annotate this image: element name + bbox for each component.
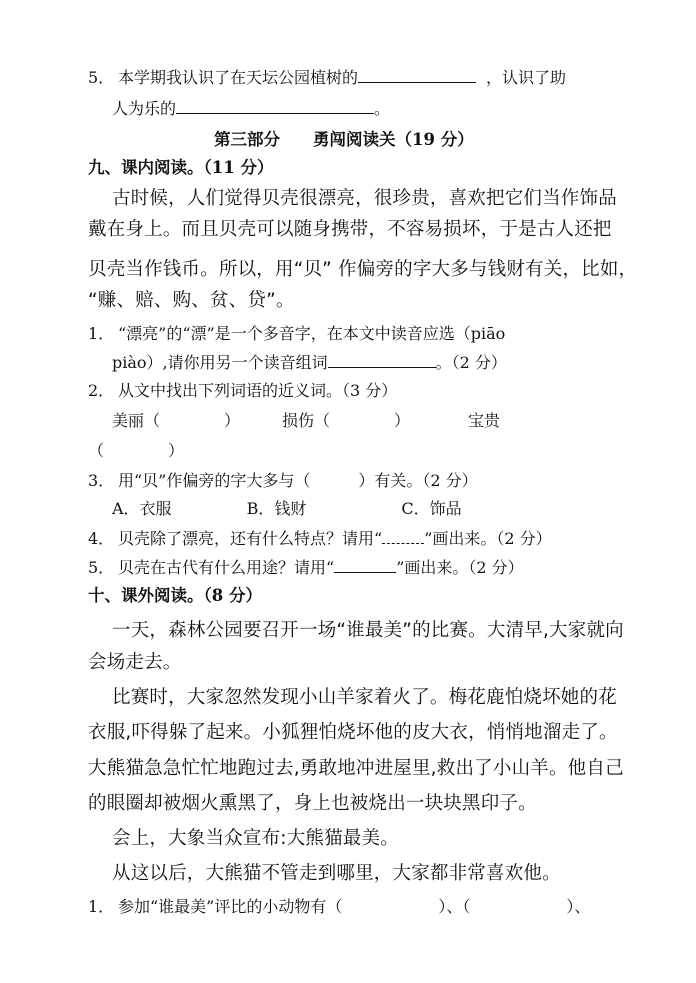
passage-line: 会场走去。 xyxy=(88,652,182,673)
passage-line: “赚、赔、购、贫、贷”。 xyxy=(88,290,295,311)
question-text: ”画出来。（2 分） xyxy=(424,529,552,548)
question-number: 3． xyxy=(88,471,115,490)
question-3-line-1 xyxy=(88,470,478,492)
question-text: 从文中找出下列词语的近义词。（3 分） xyxy=(118,381,398,400)
section-10-heading: 十、课外阅读。（8 分） xyxy=(88,586,262,605)
wavy-line-sample xyxy=(382,527,424,544)
question-number: 1． xyxy=(88,897,115,916)
passage-line: 大熊猫急急忙忙地跑过去,勇敢地冲进屋里,救出了小山羊。他自己 xyxy=(88,758,624,779)
question-number: 5． xyxy=(88,68,115,87)
question-text: “漂亮”的“漂”是一个多音字，在本文中读音应选（piāo xyxy=(118,324,506,343)
answer-blank[interactable] xyxy=(176,97,374,114)
question-number: 4． xyxy=(88,529,115,548)
passage-line: 古时候，人们觉得贝壳很漂亮，很珍贵，喜欢把它们当作饰品 xyxy=(112,188,617,209)
answer-blank[interactable] xyxy=(328,351,436,368)
question-5-line xyxy=(88,556,524,579)
question-text: piào）,请你用另一个读音组词 xyxy=(112,353,328,372)
passage-line: 的眼圈却被烟火熏黑了，身上也被烧出一块块黑印子。 xyxy=(88,793,537,814)
passage-line: 戴在身上。而且贝壳可以随身携带，不容易损坏，于是古人还把 xyxy=(88,219,612,240)
question-1-line xyxy=(88,896,590,918)
question-text: ”画出来。（2 分） xyxy=(396,558,524,577)
question-text: 用“贝”作偏旁的字大多与（ ）有关。（2 分） xyxy=(118,471,478,490)
question-5-line-2 xyxy=(112,97,390,120)
question-text: 贝壳在古代有什么用途？请用“ xyxy=(118,558,335,577)
question-2-line-1 xyxy=(88,380,397,402)
question-1-line-2 xyxy=(112,351,507,374)
question-2-line-2 xyxy=(112,410,500,432)
question-2-line-3[interactable]: （ ） xyxy=(88,441,185,460)
section-9-heading: 九、课内阅读。（11 分） xyxy=(88,158,274,177)
straight-line-sample xyxy=(334,556,396,573)
question-text: 参加“谁最美”评比的小动物有（ xyxy=(118,897,343,916)
synonym-item: 宝贵 xyxy=(468,411,501,430)
question-1-line-1 xyxy=(88,323,505,345)
synonym-item[interactable]: 美丽（ ） xyxy=(112,411,241,430)
passage-line: 贝壳当作钱币。所以，用“贝” 作偏旁的字大多与钱财有关，比如， xyxy=(88,259,638,280)
question-number: 5． xyxy=(88,558,115,577)
question-4-line xyxy=(88,527,552,550)
section-title: 第三部分 勇闯阅读关（19 分） xyxy=(214,130,474,149)
question-number: 1． xyxy=(88,324,115,343)
answer-blank[interactable] xyxy=(358,66,476,83)
passage-line: 比赛时，大家忽然发现小山羊家着火了。梅花鹿怕烧坏她的花 xyxy=(112,687,617,708)
question-3-options xyxy=(112,498,462,520)
question-text: 。（2 分） xyxy=(435,353,507,372)
option-c[interactable]: C．饰品 xyxy=(401,499,462,518)
passage-line: 从这以后，大熊猫不管走到哪里，大家都非常喜欢他。 xyxy=(112,863,561,884)
question-text: 本学期我认识了在天坛公园植树的 xyxy=(118,68,359,87)
passage-line: 会上，大象当众宣布:大熊猫最美。 xyxy=(112,828,399,849)
question-text: 。 xyxy=(374,99,391,118)
option-b[interactable]: B．钱财 xyxy=(246,499,307,518)
question-text: ）、 xyxy=(566,897,591,916)
question-5-line-1 xyxy=(88,66,566,89)
synonym-item[interactable]: 损伤（ ） xyxy=(282,411,411,430)
question-text: 人为乐的 xyxy=(112,99,177,118)
question-text: 贝壳除了漂亮，还有什么特点？请用“ xyxy=(118,529,383,548)
passage-line: 衣服,吓得躲了起来。小狐狸怕烧坏他的皮大衣，悄悄地溜走了。 xyxy=(88,722,618,743)
question-text: ）、（ xyxy=(438,897,471,916)
option-a[interactable]: A．衣服 xyxy=(112,499,172,518)
question-number: 2． xyxy=(88,381,115,400)
question-text: ，认识了助 xyxy=(486,68,567,87)
passage-line: 一天，森林公园要召开一场“谁最美”的比赛。大清早,大家就向 xyxy=(112,620,624,641)
